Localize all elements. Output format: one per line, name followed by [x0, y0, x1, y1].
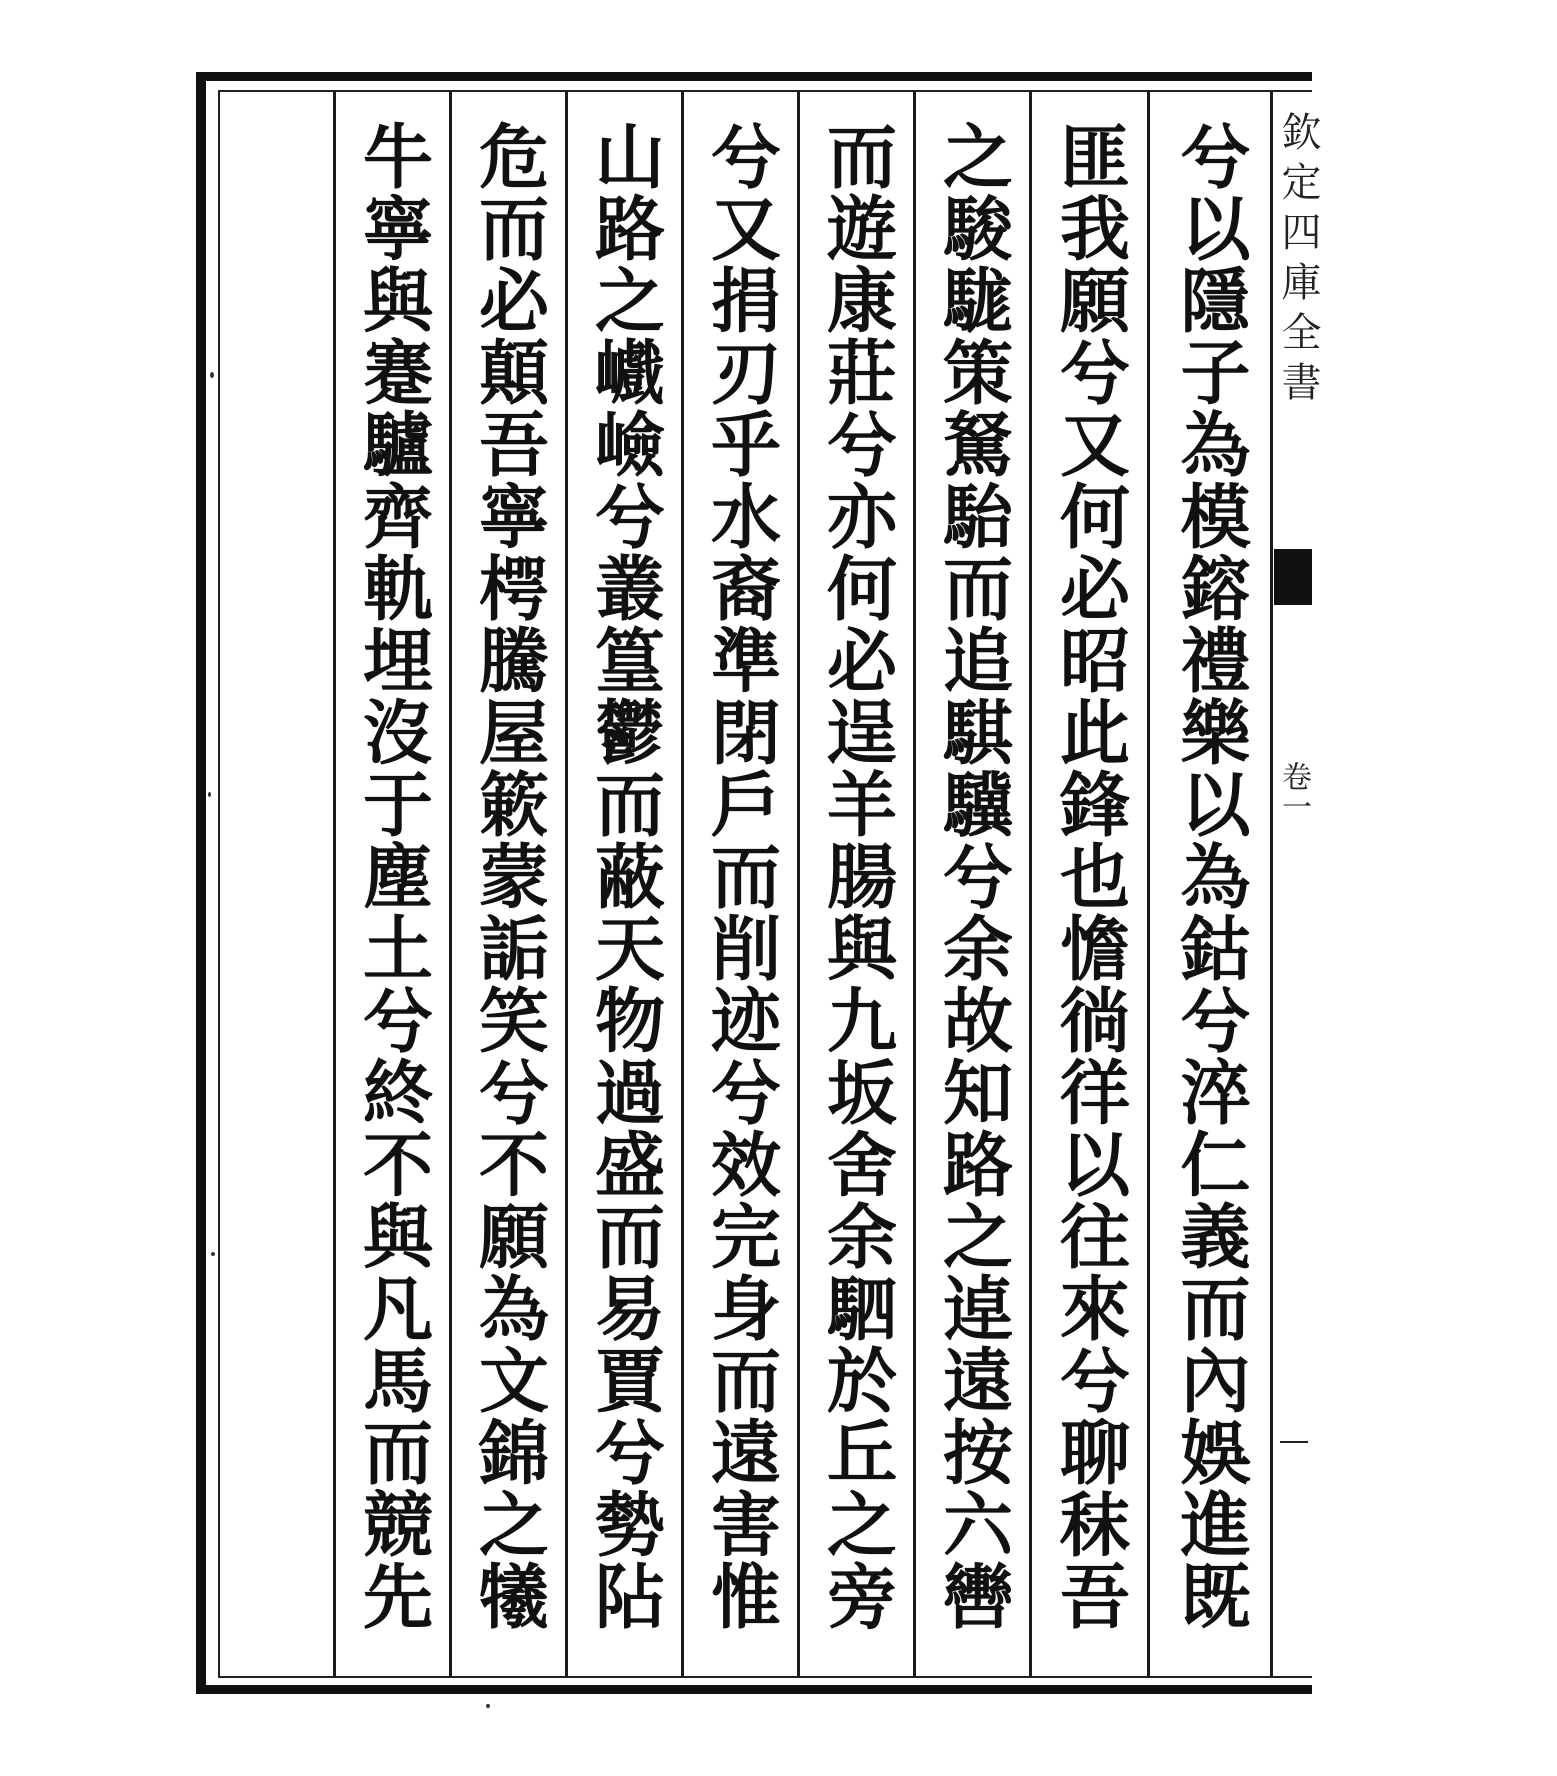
column-text: 兮以隱子為模鎔禮樂以為鈷兮淬仁義而內娛進既: [1169, 120, 1252, 1632]
text-column-7: [452, 92, 565, 1676]
ink-speck: [210, 372, 214, 378]
ink-speck: [208, 792, 211, 797]
text-column-2: [1032, 92, 1147, 1676]
column-text: 牛寧與蹇驢齊軌埋沒于塵土兮終不與凡馬而競先: [351, 120, 435, 1632]
ink-speck: [486, 1704, 490, 1708]
fold-margin: [1274, 81, 1321, 1685]
column-text: 兮又捐刃乎水裔準閉戶而削迹兮效完身而遠害惟: [699, 120, 783, 1632]
column-text: 匪我願兮又何必昭此鋒也憺徜徉以往來兮聊秣吾: [1048, 120, 1132, 1632]
margin-book-title: 欽定四庫全書: [1275, 111, 1321, 411]
text-column-6: [568, 92, 681, 1676]
text-column-1: [1150, 92, 1270, 1676]
text-column-8: [336, 92, 449, 1676]
column-rule: [1270, 92, 1273, 1676]
ink-speck: [211, 1252, 215, 1256]
fish-tail-mark: [1274, 549, 1312, 605]
text-column-4: [800, 92, 913, 1676]
column-text: 而遊康莊兮亦何必逞羊腸與九坂舍余駟於丘之旁: [815, 120, 899, 1632]
book-page: [196, 72, 1321, 1694]
margin-tick: [1280, 1441, 1308, 1443]
column-text: 危而必顛吾寧㮙騰屋簌蒙詬笑兮不願為文錦之犧: [467, 120, 551, 1632]
margin-volume-label: 卷一: [1276, 761, 1311, 821]
column-text: 山路之巇嶮兮叢篁鬱而蔽天物過盛而易賈兮勢阽: [583, 120, 667, 1632]
text-column-5: [684, 92, 797, 1676]
text-column-3: [916, 92, 1029, 1676]
column-text: 之駿駹策駑駘而追騏驥兮余故知路之逴遠按六轡: [931, 120, 1015, 1632]
